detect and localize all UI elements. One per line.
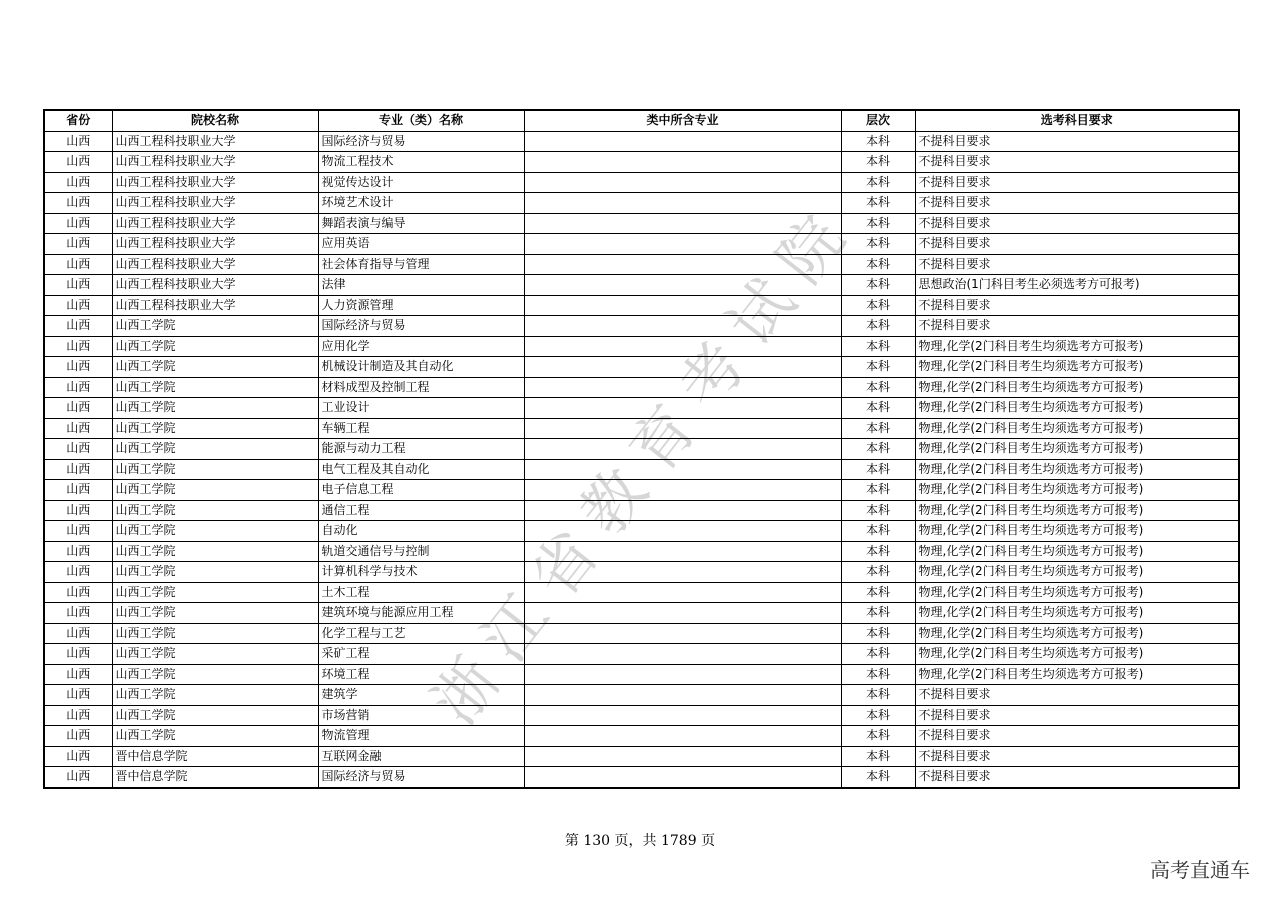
cell-school: 山西工学院: [112, 664, 318, 685]
cell-school: 晋中信息学院: [112, 767, 318, 788]
cell-school: 山西工程科技职业大学: [112, 131, 318, 152]
cell-province: 山西: [44, 357, 112, 378]
cell-school: 山西工学院: [112, 316, 318, 337]
cell-sub-majors: [524, 562, 841, 583]
table-row: [44, 705, 1239, 726]
cell-province: 山西: [44, 316, 112, 337]
cell-school: 山西工程科技职业大学: [112, 275, 318, 296]
cell-province: 山西: [44, 480, 112, 501]
cell-requirement: 不提科目要求: [915, 705, 1239, 726]
cell-requirement: 物理,化学(2门科目考生均须选考方可报考): [915, 459, 1239, 480]
cell-major: 物流管理: [318, 726, 524, 747]
cell-level: 本科: [841, 172, 915, 193]
cell-requirement: 不提科目要求: [915, 131, 1239, 152]
cell-major: 采矿工程: [318, 644, 524, 665]
cell-major: 视觉传达设计: [318, 172, 524, 193]
cell-province: 山西: [44, 562, 112, 583]
cell-school: 山西工学院: [112, 439, 318, 460]
cell-level: 本科: [841, 193, 915, 214]
cell-level: 本科: [841, 377, 915, 398]
cell-requirement: 不提科目要求: [915, 746, 1239, 767]
cell-sub-majors: [524, 336, 841, 357]
cell-school: 山西工程科技职业大学: [112, 152, 318, 173]
cell-school: 山西工学院: [112, 603, 318, 624]
cell-major: 材料成型及控制工程: [318, 377, 524, 398]
cell-level: 本科: [841, 603, 915, 624]
table-row: [44, 541, 1239, 562]
cell-level: 本科: [841, 254, 915, 275]
cell-requirement: 物理,化学(2门科目考生均须选考方可报考): [915, 418, 1239, 439]
cell-sub-majors: [524, 418, 841, 439]
cell-school: 山西工学院: [112, 500, 318, 521]
cell-level: 本科: [841, 726, 915, 747]
table-row: [44, 746, 1239, 767]
cell-school: 山西工学院: [112, 623, 318, 644]
cell-school: 山西工学院: [112, 726, 318, 747]
cell-sub-majors: [524, 685, 841, 706]
cell-sub-majors: [524, 234, 841, 255]
cell-requirement: 物理,化学(2门科目考生均须选考方可报考): [915, 644, 1239, 665]
cell-sub-majors: [524, 172, 841, 193]
cell-major: 社会体育指导与管理: [318, 254, 524, 275]
admission-requirements-table: [43, 109, 1240, 789]
cell-requirement: 物理,化学(2门科目考生均须选考方可报考): [915, 336, 1239, 357]
cell-major: 电气工程及其自动化: [318, 459, 524, 480]
cell-school: 山西工程科技职业大学: [112, 234, 318, 255]
cell-requirement: 不提科目要求: [915, 295, 1239, 316]
cell-level: 本科: [841, 275, 915, 296]
cell-major: 机械设计制造及其自动化: [318, 357, 524, 378]
cell-major: 土木工程: [318, 582, 524, 603]
cell-level: 本科: [841, 664, 915, 685]
cell-requirement: 不提科目要求: [915, 685, 1239, 706]
cell-sub-majors: [524, 439, 841, 460]
cell-requirement: 物理,化学(2门科目考生均须选考方可报考): [915, 377, 1239, 398]
cell-sub-majors: [524, 644, 841, 665]
cell-sub-majors: [524, 398, 841, 419]
cell-province: 山西: [44, 336, 112, 357]
cell-level: 本科: [841, 480, 915, 501]
cell-school: 山西工学院: [112, 541, 318, 562]
cell-sub-majors: [524, 193, 841, 214]
cell-school: 山西工学院: [112, 336, 318, 357]
table-row: [44, 336, 1239, 357]
table-row: [44, 500, 1239, 521]
cell-level: 本科: [841, 295, 915, 316]
table-row: [44, 726, 1239, 747]
cell-major: 市场营销: [318, 705, 524, 726]
table-row: [44, 767, 1239, 788]
header-school: 院校名称: [112, 110, 318, 131]
cell-province: 山西: [44, 623, 112, 644]
cell-major: 法律: [318, 275, 524, 296]
cell-major: 能源与动力工程: [318, 439, 524, 460]
cell-sub-majors: [524, 500, 841, 521]
cell-province: 山西: [44, 213, 112, 234]
cell-school: 山西工学院: [112, 357, 318, 378]
cell-sub-majors: [524, 521, 841, 542]
cell-sub-majors: [524, 254, 841, 275]
table-row: [44, 172, 1239, 193]
cell-requirement: 不提科目要求: [915, 152, 1239, 173]
cell-sub-majors: [524, 357, 841, 378]
cell-major: 建筑环境与能源应用工程: [318, 603, 524, 624]
cell-province: 山西: [44, 603, 112, 624]
cell-requirement: 物理,化学(2门科目考生均须选考方可报考): [915, 480, 1239, 501]
cell-level: 本科: [841, 439, 915, 460]
cell-province: 山西: [44, 172, 112, 193]
cell-level: 本科: [841, 685, 915, 706]
table-row: [44, 644, 1239, 665]
cell-sub-majors: [524, 705, 841, 726]
cell-province: 山西: [44, 439, 112, 460]
cell-province: 山西: [44, 582, 112, 603]
cell-level: 本科: [841, 336, 915, 357]
table-row: [44, 131, 1239, 152]
cell-province: 山西: [44, 398, 112, 419]
table-row: [44, 152, 1239, 173]
cell-requirement: 不提科目要求: [915, 316, 1239, 337]
table-row: [44, 459, 1239, 480]
cell-major: 国际经济与贸易: [318, 131, 524, 152]
cell-requirement: 不提科目要求: [915, 193, 1239, 214]
cell-level: 本科: [841, 521, 915, 542]
cell-school: 山西工程科技职业大学: [112, 213, 318, 234]
brand-logo-text: 高考直通车: [1150, 858, 1250, 882]
table-row: [44, 562, 1239, 583]
cell-province: 山西: [44, 377, 112, 398]
cell-school: 山西工学院: [112, 418, 318, 439]
cell-sub-majors: [524, 131, 841, 152]
cell-sub-majors: [524, 213, 841, 234]
cell-major: 自动化: [318, 521, 524, 542]
table-row: [44, 439, 1239, 460]
cell-province: 山西: [44, 521, 112, 542]
cell-sub-majors: [524, 541, 841, 562]
cell-level: 本科: [841, 746, 915, 767]
header-province: 省份: [44, 110, 112, 131]
cell-school: 山西工学院: [112, 521, 318, 542]
table-row: [44, 234, 1239, 255]
cell-sub-majors: [524, 623, 841, 644]
cell-major: 物流工程技术: [318, 152, 524, 173]
cell-province: 山西: [44, 254, 112, 275]
cell-requirement: 不提科目要求: [915, 726, 1239, 747]
cell-major: 通信工程: [318, 500, 524, 521]
table-row: [44, 582, 1239, 603]
table-row: [44, 623, 1239, 644]
cell-school: 山西工学院: [112, 562, 318, 583]
header-requirement: 选考科目要求: [915, 110, 1239, 131]
cell-major: 应用化学: [318, 336, 524, 357]
cell-province: 山西: [44, 767, 112, 788]
cell-major: 互联网金融: [318, 746, 524, 767]
cell-province: 山西: [44, 193, 112, 214]
cell-level: 本科: [841, 705, 915, 726]
cell-sub-majors: [524, 767, 841, 788]
cell-requirement: 物理,化学(2门科目考生均须选考方可报考): [915, 521, 1239, 542]
table-row: [44, 398, 1239, 419]
cell-level: 本科: [841, 500, 915, 521]
table-row: [44, 418, 1239, 439]
cell-sub-majors: [524, 316, 841, 337]
cell-sub-majors: [524, 480, 841, 501]
cell-level: 本科: [841, 418, 915, 439]
cell-sub-majors: [524, 295, 841, 316]
cell-requirement: 思想政治(1门科目考生必须选考方可报考): [915, 275, 1239, 296]
cell-major: 化学工程与工艺: [318, 623, 524, 644]
cell-sub-majors: [524, 582, 841, 603]
table-row: [44, 213, 1239, 234]
cell-level: 本科: [841, 459, 915, 480]
header-major: 专业（类）名称: [318, 110, 524, 131]
cell-school: 山西工学院: [112, 398, 318, 419]
cell-province: 山西: [44, 746, 112, 767]
cell-sub-majors: [524, 726, 841, 747]
table-row: [44, 685, 1239, 706]
cell-province: 山西: [44, 500, 112, 521]
cell-school: 山西工学院: [112, 377, 318, 398]
cell-province: 山西: [44, 234, 112, 255]
cell-province: 山西: [44, 644, 112, 665]
cell-level: 本科: [841, 562, 915, 583]
cell-major: 电子信息工程: [318, 480, 524, 501]
table-row: [44, 357, 1239, 378]
cell-sub-majors: [524, 603, 841, 624]
cell-level: 本科: [841, 357, 915, 378]
cell-level: 本科: [841, 623, 915, 644]
cell-major: 轨道交通信号与控制: [318, 541, 524, 562]
cell-requirement: 物理,化学(2门科目考生均须选考方可报考): [915, 500, 1239, 521]
cell-province: 山西: [44, 685, 112, 706]
cell-province: 山西: [44, 295, 112, 316]
cell-major: 国际经济与贸易: [318, 767, 524, 788]
cell-sub-majors: [524, 152, 841, 173]
cell-major: 国际经济与贸易: [318, 316, 524, 337]
table-row: [44, 480, 1239, 501]
cell-province: 山西: [44, 664, 112, 685]
header-level: 层次: [841, 110, 915, 131]
cell-province: 山西: [44, 275, 112, 296]
cell-major: 计算机科学与技术: [318, 562, 524, 583]
cell-requirement: 物理,化学(2门科目考生均须选考方可报考): [915, 664, 1239, 685]
table-row: [44, 603, 1239, 624]
table-row: [44, 275, 1239, 296]
table-row: [44, 377, 1239, 398]
cell-requirement: 物理,化学(2门科目考生均须选考方可报考): [915, 562, 1239, 583]
cell-school: 山西工学院: [112, 480, 318, 501]
cell-level: 本科: [841, 541, 915, 562]
cell-requirement: 物理,化学(2门科目考生均须选考方可报考): [915, 439, 1239, 460]
cell-major: 环境工程: [318, 664, 524, 685]
cell-province: 山西: [44, 418, 112, 439]
cell-requirement: 物理,化学(2门科目考生均须选考方可报考): [915, 582, 1239, 603]
cell-province: 山西: [44, 726, 112, 747]
cell-requirement: 物理,化学(2门科目考生均须选考方可报考): [915, 623, 1239, 644]
table-row: [44, 193, 1239, 214]
table-row: [44, 316, 1239, 337]
cell-sub-majors: [524, 275, 841, 296]
cell-sub-majors: [524, 746, 841, 767]
cell-school: 山西工程科技职业大学: [112, 172, 318, 193]
cell-sub-majors: [524, 459, 841, 480]
cell-school: 山西工程科技职业大学: [112, 295, 318, 316]
cell-province: 山西: [44, 459, 112, 480]
cell-province: 山西: [44, 131, 112, 152]
cell-major: 工业设计: [318, 398, 524, 419]
page-number-footer: 第 130 页，共 1789 页: [564, 833, 716, 849]
cell-school: 晋中信息学院: [112, 746, 318, 767]
cell-sub-majors: [524, 377, 841, 398]
cell-major: 人力资源管理: [318, 295, 524, 316]
cell-requirement: 不提科目要求: [915, 172, 1239, 193]
cell-major: 应用英语: [318, 234, 524, 255]
cell-requirement: 不提科目要求: [915, 254, 1239, 275]
cell-level: 本科: [841, 234, 915, 255]
cell-requirement: 不提科目要求: [915, 234, 1239, 255]
cell-school: 山西工程科技职业大学: [112, 254, 318, 275]
cell-requirement: 不提科目要求: [915, 767, 1239, 788]
table-row: [44, 664, 1239, 685]
cell-school: 山西工学院: [112, 459, 318, 480]
cell-level: 本科: [841, 131, 915, 152]
table-row: [44, 521, 1239, 542]
cell-school: 山西工程科技职业大学: [112, 193, 318, 214]
table-row: [44, 254, 1239, 275]
cell-school: 山西工学院: [112, 705, 318, 726]
cell-requirement: 物理,化学(2门科目考生均须选考方可报考): [915, 541, 1239, 562]
cell-requirement: 物理,化学(2门科目考生均须选考方可报考): [915, 357, 1239, 378]
cell-school: 山西工学院: [112, 644, 318, 665]
cell-level: 本科: [841, 767, 915, 788]
cell-province: 山西: [44, 152, 112, 173]
header-sub-majors: 类中所含专业: [524, 110, 841, 131]
cell-sub-majors: [524, 664, 841, 685]
cell-requirement: 不提科目要求: [915, 213, 1239, 234]
watermark: 浙江省教育考试院: [418, 188, 870, 738]
cell-level: 本科: [841, 644, 915, 665]
cell-level: 本科: [841, 398, 915, 419]
cell-level: 本科: [841, 582, 915, 603]
cell-level: 本科: [841, 152, 915, 173]
cell-major: 车辆工程: [318, 418, 524, 439]
cell-level: 本科: [841, 213, 915, 234]
cell-requirement: 物理,化学(2门科目考生均须选考方可报考): [915, 603, 1239, 624]
cell-province: 山西: [44, 705, 112, 726]
cell-school: 山西工学院: [112, 582, 318, 603]
cell-major: 舞蹈表演与编导: [318, 213, 524, 234]
cell-province: 山西: [44, 541, 112, 562]
table-row: [44, 295, 1239, 316]
cell-major: 环境艺术设计: [318, 193, 524, 214]
cell-requirement: 物理,化学(2门科目考生均须选考方可报考): [915, 398, 1239, 419]
cell-school: 山西工学院: [112, 685, 318, 706]
table-header-row: [44, 110, 1239, 131]
cell-major: 建筑学: [318, 685, 524, 706]
table-body: [44, 131, 1239, 788]
cell-level: 本科: [841, 316, 915, 337]
